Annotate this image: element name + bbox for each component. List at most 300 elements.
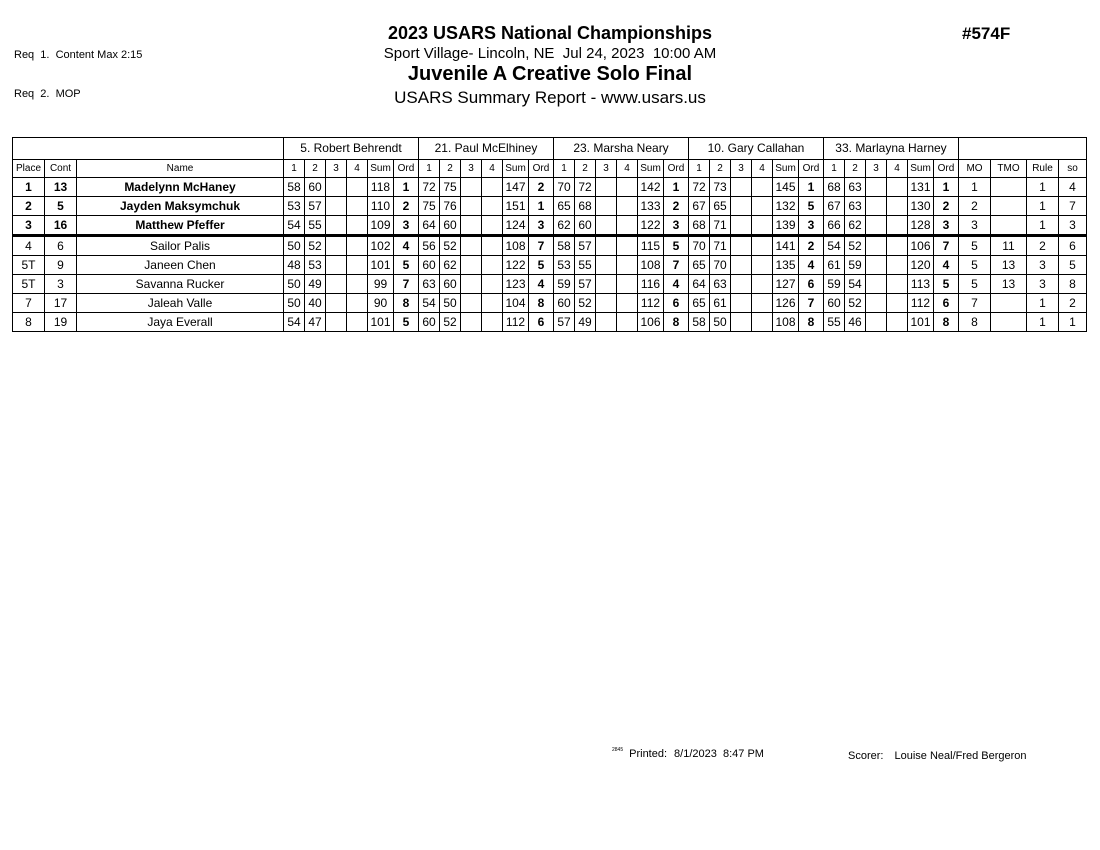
name-cell: Madelynn McHaney [77, 178, 284, 197]
sum-cell: 102 [368, 236, 394, 256]
score-cell: 65 [710, 197, 731, 216]
so-header: so [1059, 160, 1087, 178]
ord-cell: 6 [934, 294, 959, 313]
score-cell: 67 [824, 197, 845, 216]
score-cell [887, 178, 908, 197]
score-cell [731, 256, 752, 275]
score-cell: 55 [824, 313, 845, 332]
so-cell: 4 [1059, 178, 1087, 197]
score-cell [617, 236, 638, 256]
rule-cell: 3 [1027, 275, 1059, 294]
score-cell [326, 275, 347, 294]
ord-cell: 2 [529, 178, 554, 197]
place-cell: 3 [13, 216, 45, 236]
score-col-header: 2 [710, 160, 731, 178]
score-cell: 75 [440, 178, 461, 197]
ord-cell: 2 [394, 197, 419, 216]
score-cell: 53 [554, 256, 575, 275]
rule-cell: 3 [1027, 256, 1059, 275]
score-cell [731, 294, 752, 313]
score-cell [617, 216, 638, 236]
ord-cell: 8 [664, 313, 689, 332]
mo-cell: 3 [959, 216, 991, 236]
version-mark: 2845 [612, 747, 624, 753]
tmo-cell: 13 [991, 275, 1027, 294]
sum-cell: 133 [638, 197, 664, 216]
so-cell: 6 [1059, 236, 1087, 256]
judge-name-cell: 23. Marsha Neary [554, 138, 689, 160]
score-cell: 64 [419, 216, 440, 236]
result-row [13, 294, 1087, 313]
result-row [13, 216, 1087, 236]
ord-cell: 7 [799, 294, 824, 313]
sum-cell: 151 [503, 197, 529, 216]
result-row [13, 275, 1087, 294]
score-col-header: 4 [752, 160, 773, 178]
sum-cell: 108 [638, 256, 664, 275]
sum-cell: 135 [773, 256, 799, 275]
score-cell [731, 178, 752, 197]
printed-line [612, 747, 764, 760]
header-spacer-left [13, 138, 284, 160]
score-cell: 62 [554, 216, 575, 236]
sum-cell: 123 [503, 275, 529, 294]
ord-cell: 4 [394, 236, 419, 256]
score-cell [461, 197, 482, 216]
sum-cell: 108 [503, 236, 529, 256]
score-cell: 60 [419, 256, 440, 275]
score-cell: 50 [284, 294, 305, 313]
tmo-cell [991, 216, 1027, 236]
so-cell: 1 [1059, 313, 1087, 332]
score-col-header: 4 [617, 160, 638, 178]
sum-cell: 132 [773, 197, 799, 216]
cont-cell: 6 [45, 236, 77, 256]
so-cell: 2 [1059, 294, 1087, 313]
score-cell [752, 313, 773, 332]
scorer-line [848, 750, 1027, 762]
ord-cell: 5 [394, 256, 419, 275]
score-cell [866, 313, 887, 332]
cont-cell: 9 [45, 256, 77, 275]
score-cell [596, 216, 617, 236]
score-cell: 60 [575, 216, 596, 236]
score-cell: 60 [554, 294, 575, 313]
ord-cell: 8 [799, 313, 824, 332]
score-cell: 64 [689, 275, 710, 294]
score-cell: 58 [689, 313, 710, 332]
judge-name-cell: 5. Robert Behrendt [284, 138, 419, 160]
mo-cell: 2 [959, 197, 991, 216]
score-cell: 47 [305, 313, 326, 332]
score-cell [482, 178, 503, 197]
so-cell: 3 [1059, 216, 1087, 236]
score-cell [866, 197, 887, 216]
ord-cell: 2 [934, 197, 959, 216]
score-cell: 68 [689, 216, 710, 236]
score-cell [887, 275, 908, 294]
score-cell: 60 [824, 294, 845, 313]
mo-cell: 5 [959, 236, 991, 256]
place-cell: 1 [13, 178, 45, 197]
score-col-header: 2 [845, 160, 866, 178]
tmo-cell [991, 197, 1027, 216]
score-cell [326, 197, 347, 216]
score-cell: 60 [440, 216, 461, 236]
score-cell: 59 [845, 256, 866, 275]
ord-cell: 4 [934, 256, 959, 275]
score-cell: 58 [554, 236, 575, 256]
score-cell [461, 236, 482, 256]
sum-header: Sum [773, 160, 799, 178]
score-cell: 61 [710, 294, 731, 313]
ord-cell: 7 [529, 236, 554, 256]
ord-cell: 7 [934, 236, 959, 256]
score-cell [731, 236, 752, 256]
sum-cell: 116 [638, 275, 664, 294]
score-cell: 54 [419, 294, 440, 313]
sum-cell: 147 [503, 178, 529, 197]
sum-cell: 106 [908, 236, 934, 256]
sum-cell: 139 [773, 216, 799, 236]
judge-name-cell: 10. Gary Callahan [689, 138, 824, 160]
score-cell [461, 256, 482, 275]
ord-cell: 5 [934, 275, 959, 294]
ord-cell: 1 [529, 197, 554, 216]
score-cell [482, 236, 503, 256]
ord-cell: 2 [664, 197, 689, 216]
place-cell: 8 [13, 313, 45, 332]
mo-cell: 8 [959, 313, 991, 332]
score-col-header: 4 [347, 160, 368, 178]
score-cell: 49 [575, 313, 596, 332]
score-cell [347, 236, 368, 256]
mo-cell: 5 [959, 275, 991, 294]
result-row [13, 236, 1087, 256]
score-cell: 70 [554, 178, 575, 197]
event-title: Juvenile A Creative Solo Final [407, 63, 693, 85]
score-cell [461, 313, 482, 332]
score-col-header: 2 [440, 160, 461, 178]
score-cell: 50 [710, 313, 731, 332]
score-cell [347, 294, 368, 313]
rule-cell: 1 [1027, 294, 1059, 313]
sum-header: Sum [908, 160, 934, 178]
score-cell: 54 [824, 236, 845, 256]
cont-cell: 3 [45, 275, 77, 294]
sum-cell: 106 [638, 313, 664, 332]
score-cell [326, 256, 347, 275]
score-cell [866, 236, 887, 256]
score-cell [887, 256, 908, 275]
sum-cell: 130 [908, 197, 934, 216]
ord-cell: 1 [394, 178, 419, 197]
cont-cell: 16 [45, 216, 77, 236]
ord-header: Ord [934, 160, 959, 178]
score-col-header: 1 [419, 160, 440, 178]
score-cell: 54 [284, 216, 305, 236]
sum-cell: 118 [368, 178, 394, 197]
tmo-cell: 13 [991, 256, 1027, 275]
sum-header: Sum [638, 160, 664, 178]
cont-cell: 13 [45, 178, 77, 197]
score-cell: 52 [845, 294, 866, 313]
score-cell [887, 216, 908, 236]
score-cell [326, 294, 347, 313]
score-cell: 50 [284, 275, 305, 294]
score-col-header: 1 [284, 160, 305, 178]
mo-header: MO [959, 160, 991, 178]
score-cell [731, 197, 752, 216]
score-cell: 50 [284, 236, 305, 256]
score-cell [347, 275, 368, 294]
score-col-header: 3 [596, 160, 617, 178]
score-col-header: 2 [305, 160, 326, 178]
ord-cell: 3 [664, 216, 689, 236]
score-cell [482, 256, 503, 275]
ord-cell: 6 [799, 275, 824, 294]
sum-cell: 112 [908, 294, 934, 313]
score-cell: 72 [689, 178, 710, 197]
score-cell: 57 [575, 236, 596, 256]
rule-cell: 1 [1027, 313, 1059, 332]
place-cell: 2 [13, 197, 45, 216]
mo-cell: 7 [959, 294, 991, 313]
ord-cell: 3 [934, 216, 959, 236]
score-cell: 63 [845, 178, 866, 197]
header-spacer-right [959, 138, 1087, 160]
ord-cell: 6 [529, 313, 554, 332]
score-col-header: 3 [461, 160, 482, 178]
ord-cell: 5 [664, 236, 689, 256]
so-cell: 7 [1059, 197, 1087, 216]
score-cell [866, 275, 887, 294]
score-cell [887, 313, 908, 332]
score-cell [887, 294, 908, 313]
score-cell: 57 [305, 197, 326, 216]
score-cell: 63 [419, 275, 440, 294]
score-col-header: 3 [866, 160, 887, 178]
result-row [13, 313, 1087, 332]
score-cell [617, 256, 638, 275]
ord-cell: 1 [934, 178, 959, 197]
name-cell: Savanna Rucker [77, 275, 284, 294]
scorer-value: Louise Neal/Fred Bergeron [894, 750, 1027, 762]
score-cell: 49 [305, 275, 326, 294]
score-cell: 61 [824, 256, 845, 275]
result-row [13, 256, 1087, 275]
score-cell [326, 178, 347, 197]
place-cell: 5T [13, 275, 45, 294]
championship-title: 2023 USARS National Championships [387, 23, 713, 43]
sum-cell: 112 [638, 294, 664, 313]
score-col-header: 1 [689, 160, 710, 178]
rule-cell: 2 [1027, 236, 1059, 256]
judge-header-row [13, 138, 1087, 160]
tmo-cell [991, 313, 1027, 332]
ord-cell: 3 [394, 216, 419, 236]
score-cell: 72 [419, 178, 440, 197]
score-cell: 66 [824, 216, 845, 236]
score-cell [596, 197, 617, 216]
score-cell [461, 294, 482, 313]
sum-cell: 141 [773, 236, 799, 256]
sum-cell: 131 [908, 178, 934, 197]
judge-name-cell: 21. Paul McElhiney [419, 138, 554, 160]
name-cell: Sailor Palis [77, 236, 284, 256]
sum-cell: 126 [773, 294, 799, 313]
name-cell: Matthew Pfeffer [77, 216, 284, 236]
venue-date-line: Sport Village- Lincoln, NE Jul 24, 2023 10:00 AM [383, 45, 717, 62]
sum-cell: 110 [368, 197, 394, 216]
score-cell: 65 [689, 294, 710, 313]
score-cell: 52 [440, 313, 461, 332]
score-cell: 72 [575, 178, 596, 197]
score-cell [347, 313, 368, 332]
sum-cell: 108 [773, 313, 799, 332]
sum-header: Sum [503, 160, 529, 178]
name-cell: Jayden Maksymchuk [77, 197, 284, 216]
score-cell [482, 275, 503, 294]
score-cell [482, 216, 503, 236]
score-cell: 48 [284, 256, 305, 275]
ord-header: Ord [799, 160, 824, 178]
score-cell [617, 275, 638, 294]
score-cell [326, 313, 347, 332]
score-cell [752, 256, 773, 275]
score-cell [596, 313, 617, 332]
score-col-header: 2 [575, 160, 596, 178]
score-cell [752, 216, 773, 236]
sum-cell: 127 [773, 275, 799, 294]
rule-cell: 1 [1027, 178, 1059, 197]
score-cell: 46 [845, 313, 866, 332]
ord-header: Ord [394, 160, 419, 178]
sum-cell: 113 [908, 275, 934, 294]
mo-cell: 1 [959, 178, 991, 197]
printed-label: Printed: [629, 748, 668, 760]
score-col-header: 4 [482, 160, 503, 178]
result-row [13, 178, 1087, 197]
tmo-cell [991, 178, 1027, 197]
results-table [12, 137, 1087, 332]
sum-cell: 99 [368, 275, 394, 294]
score-cell [866, 178, 887, 197]
score-cell: 59 [554, 275, 575, 294]
score-cell [866, 256, 887, 275]
event-number: #574F [962, 24, 1011, 43]
score-cell: 52 [575, 294, 596, 313]
score-cell: 62 [845, 216, 866, 236]
score-col-header: 1 [554, 160, 575, 178]
score-cell [596, 294, 617, 313]
place-cell: 5T [13, 256, 45, 275]
score-cell [887, 236, 908, 256]
sum-cell: 101 [368, 313, 394, 332]
score-cell: 59 [824, 275, 845, 294]
score-cell: 67 [689, 197, 710, 216]
name-cell: Jaya Everall [77, 313, 284, 332]
ord-cell: 1 [799, 178, 824, 197]
ord-cell: 3 [529, 216, 554, 236]
sum-cell: 124 [503, 216, 529, 236]
sum-cell: 112 [503, 313, 529, 332]
sum-cell: 145 [773, 178, 799, 197]
column-header-row [13, 160, 1087, 178]
requirement-line-2: Req 2. MOP [14, 88, 81, 100]
sum-header: Sum [368, 160, 394, 178]
cont-header: Cont [45, 160, 77, 178]
score-cell: 57 [554, 313, 575, 332]
cont-cell: 5 [45, 197, 77, 216]
score-cell [752, 197, 773, 216]
score-cell [752, 236, 773, 256]
score-cell [461, 275, 482, 294]
score-cell [617, 313, 638, 332]
score-cell [347, 216, 368, 236]
score-cell [461, 216, 482, 236]
sum-cell: 90 [368, 294, 394, 313]
score-cell [326, 216, 347, 236]
ord-cell: 7 [664, 256, 689, 275]
score-cell: 65 [689, 256, 710, 275]
ord-header: Ord [664, 160, 689, 178]
score-cell: 73 [710, 178, 731, 197]
score-cell [731, 216, 752, 236]
score-cell [617, 197, 638, 216]
score-cell: 52 [845, 236, 866, 256]
score-cell: 52 [440, 236, 461, 256]
score-cell [617, 294, 638, 313]
score-cell [596, 256, 617, 275]
score-cell: 60 [305, 178, 326, 197]
ord-cell: 2 [799, 236, 824, 256]
score-cell [596, 178, 617, 197]
score-cell [617, 178, 638, 197]
name-cell: Jaleah Valle [77, 294, 284, 313]
score-cell: 55 [305, 216, 326, 236]
printed-value: 8/1/2023 8:47 PM [674, 748, 764, 760]
score-cell: 68 [575, 197, 596, 216]
rule-cell: 1 [1027, 216, 1059, 236]
sum-cell: 122 [503, 256, 529, 275]
score-cell: 50 [440, 294, 461, 313]
place-header: Place [13, 160, 45, 178]
tmo-cell [991, 294, 1027, 313]
name-header: Name [77, 160, 284, 178]
score-col-header: 3 [326, 160, 347, 178]
score-col-header: 1 [824, 160, 845, 178]
score-cell: 56 [419, 236, 440, 256]
so-cell: 5 [1059, 256, 1087, 275]
score-cell: 76 [440, 197, 461, 216]
score-cell: 40 [305, 294, 326, 313]
sum-cell: 109 [368, 216, 394, 236]
tmo-cell: 11 [991, 236, 1027, 256]
ord-cell: 7 [394, 275, 419, 294]
score-cell [866, 216, 887, 236]
score-cell: 70 [710, 256, 731, 275]
score-cell [752, 294, 773, 313]
report-type-line: USARS Summary Report - www.usars.us [394, 88, 706, 107]
score-cell: 53 [305, 256, 326, 275]
sum-cell: 101 [368, 256, 394, 275]
so-cell: 8 [1059, 275, 1087, 294]
judge-name-cell: 33. Marlayna Harney [824, 138, 959, 160]
score-cell [482, 313, 503, 332]
ord-header: Ord [529, 160, 554, 178]
score-cell [752, 178, 773, 197]
